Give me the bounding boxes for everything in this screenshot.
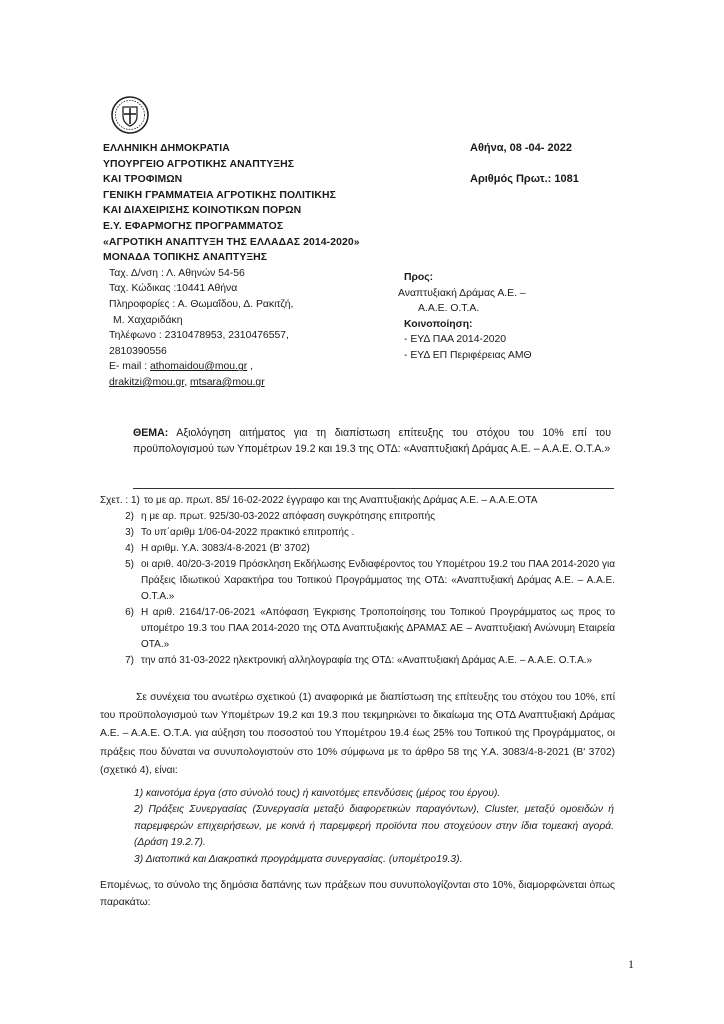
recipient-line-1: Αναπτυξιακή Δράμας Α.Ε. – bbox=[398, 287, 526, 299]
eligible-actions-list bbox=[134, 786, 614, 868]
reference-number: 5) bbox=[125, 559, 134, 570]
protocol-number: Αριθμός Πρωτ.: 1081 bbox=[470, 173, 579, 185]
list-item: 1) καινοτόμα έργα (στο σύνολό τους) ή καινοτόμες επενδύσεις (μέρος του έργου). bbox=[134, 788, 501, 799]
subject-block bbox=[133, 426, 611, 457]
cc-recipient-2: - ΕΥΔ ΕΠ Περιφέρειας ΑΜΘ bbox=[404, 349, 532, 361]
document-date: Αθήνα, 08 -04- 2022 bbox=[470, 142, 572, 154]
contact-info-2: Μ. Χαχαριδάκη bbox=[113, 314, 183, 326]
reference-number: 4) bbox=[125, 543, 134, 554]
email-separator: , bbox=[184, 376, 191, 388]
reference-number: 3) bbox=[125, 527, 134, 538]
email-link-drakitzi[interactable]: drakitzi@mou.gr bbox=[109, 376, 185, 388]
recipient-line-2: Α.Α.Ε. Ο.Τ.Α. bbox=[418, 303, 480, 315]
reference-item bbox=[100, 509, 615, 525]
date-protocol-block bbox=[470, 142, 579, 204]
ministry-line-1: ΥΠΟΥΡΓΕΙΟ ΑΓΡΟΤΙΚΗΣ ΑΝΑΠΤΥΞΗΣ bbox=[103, 158, 295, 170]
references-list bbox=[100, 493, 615, 669]
email-link-mtsara[interactable]: mtsara@mou.gr bbox=[190, 376, 265, 388]
email-label: E- mail : bbox=[109, 361, 150, 373]
ministry-line-2: ΚΑΙ ΤΡΟΦΙΜΩΝ bbox=[103, 174, 183, 186]
list-item: 2) Πράξεις Συνεργασίας (Συνεργασία μεταξύ διαφορετικών παραγόντων), Cluster, μεταξύ ομοειδών ή παρεμφερών επιχειρήσεων, με κοινά ή παρεμφερή προϊόντα που στοχεύουν στην ίδια τομεακή αγορά. (Δράση 19.2.7). bbox=[134, 804, 614, 849]
reference-item bbox=[100, 653, 615, 669]
reference-item bbox=[100, 557, 615, 605]
contact-info-1: Πληροφορίες : Α. Θωμαΐδου, Δ. Ρακιτζή, bbox=[109, 298, 294, 310]
list-item: 3) Διατοπικά και Διακρατικά προγράμματα συνεργασίας. (υπομέτρο19.3). bbox=[134, 853, 463, 865]
cc-label: Κοινοποίηση: bbox=[404, 318, 473, 330]
address: Ταχ. Δ/νση : Λ. Αθηνών 54-56 bbox=[109, 267, 245, 279]
reference-number: 2) bbox=[125, 511, 134, 522]
email-line-1 bbox=[103, 359, 403, 375]
email-separator: , bbox=[247, 361, 253, 373]
reference-item bbox=[100, 541, 615, 557]
postal-code: Ταχ. Κώδικας :10441 Αθήνα bbox=[109, 283, 238, 295]
reference-text: Η αριθμ. Υ.Α. 3083/4-8-2021 (Β' 3702) bbox=[141, 543, 310, 554]
reference-number: Σχετ. : 1) bbox=[100, 495, 140, 506]
subject-label: ΘΕΜΑ: bbox=[133, 427, 169, 439]
reference-text: το με αρ. πρωτ. 85/ 16-02-2022 έγγραφο και της Αναπτυξιακής Δράμας Α.Ε. – Α.Α.Ε.ΟΤΑ bbox=[143, 495, 538, 506]
greek-emblem-icon bbox=[110, 95, 150, 135]
sender-block bbox=[103, 141, 403, 391]
divider bbox=[133, 488, 614, 489]
closing-paragraph: Επομένως, το σύνολο της δημόσια δαπάνης των πράξεων που συνυπολογίζονται στο 10%, διαμορφώνεται όπως παρακάτω: bbox=[100, 880, 615, 908]
reference-number: 7) bbox=[125, 655, 134, 666]
cc-recipient-1: - ΕΥΔ ΠΑΑ 2014-2020 bbox=[404, 334, 507, 346]
reference-item bbox=[100, 525, 615, 541]
reference-text: η με αρ. πρωτ. 925/30-03-2022 απόφαση συγκρότησης επιτροπής bbox=[141, 511, 436, 522]
email-line-2 bbox=[103, 375, 403, 391]
recipients-block bbox=[398, 270, 532, 364]
body-paragraph: Σε συνέχεια του ανωτέρω σχετικού (1) αναφορικά με διαπίστωση της επίτευξης του στόχου του 10%, επί του προϋπολογισμού των Υπομέτρων 19.2 και 19.3 που τεκμηριώνει το δικαίωμα της ΟΤΔ Αναπτυξιακή Δράμας Α.Ε. – Α.Α.Ε. Ο.Τ.Α. για αύξηση του ποσοστού του Υπομέτρου 19.4 έως 25% του Τοπικού της Προγράμματος, οι πράξεις που δύναται να συνυπολογιστούν στο 10% σύμφωνα με το άρθρο 58 της Υ.Α. 3083/4-8-2021 (Β' 3702) (σχετικό 4), είναι: bbox=[100, 692, 615, 776]
page-number: 1 bbox=[628, 957, 634, 971]
programme-name: «ΑΓΡΟΤΙΚΗ ΑΝΑΠΤΥΞΗ ΤΗΣ ΕΛΛΑΔΑΣ 2014-2020» bbox=[103, 236, 360, 248]
reference-item bbox=[100, 605, 615, 653]
reference-item bbox=[100, 493, 615, 509]
secretariat-line-1: ΓΕΝΙΚΗ ΓΡΑΜΜΑΤΕΙΑ ΑΓΡΟΤΙΚΗΣ ΠΟΛΙΤΙΚΗΣ bbox=[103, 189, 336, 201]
managing-authority: Ε.Υ. ΕΦΑΡΜΟΓΗΣ ΠΡΟΓΡΑΜΜΑΤΟΣ bbox=[103, 220, 284, 232]
email-link-athomaidou[interactable]: athomaidou@mou.gr bbox=[150, 361, 248, 373]
phone-1: Τηλέφωνο : 2310478953, 2310476557, bbox=[109, 330, 289, 342]
unit-name: ΜΟΝΑΔΑ ΤΟΠΙΚΗΣ ΑΝΑΠΤΥΞΗΣ bbox=[103, 252, 268, 264]
phone-2: 2810390556 bbox=[109, 345, 167, 357]
secretariat-line-2: ΚΑΙ ΔΙΑΧΕΙΡΙΣΗΣ ΚΟΙΝΟΤΙΚΩΝ ΠΟΡΩΝ bbox=[103, 205, 302, 217]
country-name: ΕΛΛΗΝΙΚΗ ΔΗΜΟΚΡΑΤΙΑ bbox=[103, 143, 230, 154]
reference-number: 6) bbox=[125, 607, 134, 618]
subject-text: Αξιολόγηση αιτήματος για τη διαπίστωση επίτευξης του στόχου του 10% επί του προϋπολογισμού των Υπομέτρων 19.2 και 19.3 της ΟΤΔ: «Αναπτυξιακή Δράμας Α.Ε. – Α.Α.Ε. Ο.Τ.Α.» bbox=[133, 427, 611, 455]
reference-text: Η αριθ. 2164/17-06-2021 «Απόφαση Έγκρισης Τροποποίησης του Τοπικού Προγράμματος ως προς το υπομέτρο 19.3 του ΠΑΑ 2014-2020 της ΟΤΔ Αναπτυξιακής ΔΡΑΜΑΣ ΑΕ – Αναπτυξιακή Ανώνυμη Εταιρεία ΟΤΑ.» bbox=[141, 607, 615, 650]
to-label: Προς: bbox=[404, 272, 434, 283]
reference-text: την από 31-03-2022 ηλεκτρονική αλληλογραφία της ΟΤΔ: «Αναπτυξιακή Δράμας Α.Ε. – Α.Α.Ε. Ο.Τ.Α.» bbox=[141, 655, 593, 666]
reference-text: Το υπ΄αριθμ 1/06-04-2022 πρακτικό επιτροπής . bbox=[141, 527, 355, 538]
reference-text: οι αριθ. 40/20-3-2019 Πρόσκληση Εκδήλωσης Ενδιαφέροντος του Υπομέτρου 19.2 του ΠΑΑ 2014-2020 για Πράξεις Ιδιωτικού Χαρακτήρα του Τοπικού Προγράμματος της ΟΤΔ: «Αναπτυξιακή Δράμας Α.Ε. – Α.Α.Ε. Ο.Τ.Α.» bbox=[141, 559, 615, 602]
